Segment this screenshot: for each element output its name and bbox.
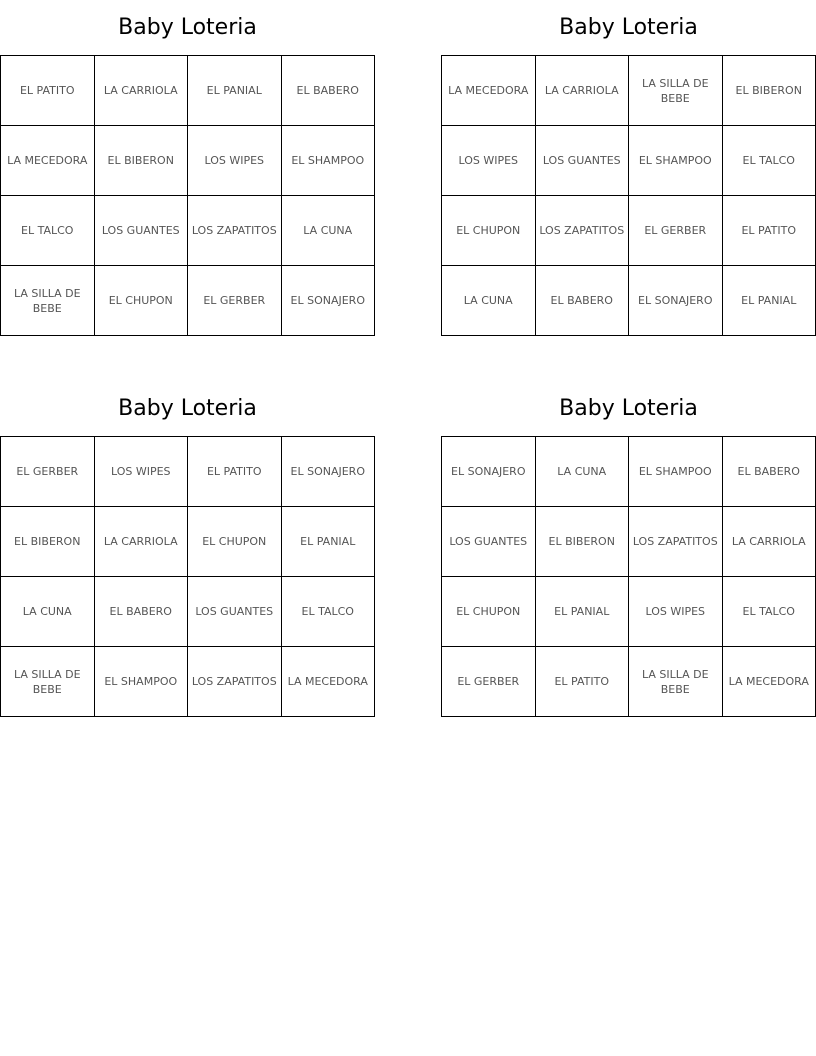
card-title: Baby Loteria <box>118 396 257 421</box>
grid-cell: LA SILLA DE BEBE <box>1 266 95 336</box>
grid-cell: EL SHAMPOO <box>95 647 189 717</box>
grid-cell: LA CUNA <box>536 437 630 507</box>
grid-cell: LA MECEDORA <box>723 647 816 717</box>
grid-cell: EL PATITO <box>188 437 282 507</box>
grid-cell: EL GERBER <box>1 437 95 507</box>
grid-cell: EL BIBERON <box>723 56 816 126</box>
grid-cell: EL SONAJERO <box>282 266 376 336</box>
grid-cell: EL CHUPON <box>95 266 189 336</box>
card-grid <box>0 55 375 336</box>
grid-cell: EL PATITO <box>723 196 816 266</box>
grid-cell: EL BIBERON <box>536 507 630 577</box>
grid-cell: LOS ZAPATITOS <box>629 507 723 577</box>
grid-cell: LA MECEDORA <box>442 56 536 126</box>
grid-cell: LA CUNA <box>1 577 95 647</box>
card-grid <box>441 55 816 336</box>
grid-cell: LA CARRIOLA <box>95 56 189 126</box>
grid-cell: LA SILLA DE BEBE <box>1 647 95 717</box>
grid-cell: LA CUNA <box>282 196 376 266</box>
grid-cell: EL SHAMPOO <box>282 126 376 196</box>
grid-cell: EL SHAMPOO <box>629 126 723 196</box>
grid-cell: EL SONAJERO <box>282 437 376 507</box>
card-grid <box>441 436 816 717</box>
grid-cell: LOS GUANTES <box>442 507 536 577</box>
grid-cell: EL BABERO <box>536 266 630 336</box>
grid-cell: EL PANIAL <box>282 507 376 577</box>
grid-cell: LA SILLA DE BEBE <box>629 56 723 126</box>
grid-cell: EL SHAMPOO <box>629 437 723 507</box>
loteria-card-3 <box>0 381 375 717</box>
grid-cell: EL BABERO <box>95 577 189 647</box>
grid-cell: LA CUNA <box>442 266 536 336</box>
grid-cell: EL BABERO <box>723 437 816 507</box>
grid-cell: LA MECEDORA <box>282 647 376 717</box>
grid-cell: LA MECEDORA <box>1 126 95 196</box>
grid-cell: EL CHUPON <box>188 507 282 577</box>
card-title: Baby Loteria <box>559 15 698 40</box>
grid-cell: EL GERBER <box>188 266 282 336</box>
card-grid <box>0 436 375 717</box>
grid-cell: EL BIBERON <box>1 507 95 577</box>
grid-cell: LOS ZAPATITOS <box>188 196 282 266</box>
grid-cell: EL TALCO <box>723 126 816 196</box>
grid-cell: EL GERBER <box>629 196 723 266</box>
grid-cell: EL BABERO <box>282 56 376 126</box>
grid-cell: LOS GUANTES <box>536 126 630 196</box>
grid-cell: LA CARRIOLA <box>95 507 189 577</box>
grid-cell: EL PANIAL <box>536 577 630 647</box>
grid-cell: EL TALCO <box>282 577 376 647</box>
grid-cell: EL CHUPON <box>442 196 536 266</box>
grid-cell: LOS WIPES <box>629 577 723 647</box>
grid-cell: EL CHUPON <box>442 577 536 647</box>
grid-cell: LA SILLA DE BEBE <box>629 647 723 717</box>
grid-cell: EL PANIAL <box>188 56 282 126</box>
grid-cell: EL PANIAL <box>723 266 816 336</box>
grid-cell: EL PATITO <box>1 56 95 126</box>
grid-cell: EL TALCO <box>723 577 816 647</box>
grid-cell: LOS WIPES <box>442 126 536 196</box>
card-title: Baby Loteria <box>559 396 698 421</box>
grid-cell: LA CARRIOLA <box>536 56 630 126</box>
grid-cell: LOS GUANTES <box>188 577 282 647</box>
grid-cell: EL TALCO <box>1 196 95 266</box>
grid-cell: EL SONAJERO <box>629 266 723 336</box>
loteria-card-4 <box>441 381 816 717</box>
grid-cell: LA CARRIOLA <box>723 507 816 577</box>
grid-cell: EL SONAJERO <box>442 437 536 507</box>
grid-cell: LOS ZAPATITOS <box>188 647 282 717</box>
grid-cell: LOS ZAPATITOS <box>536 196 630 266</box>
grid-cell: LOS WIPES <box>188 126 282 196</box>
grid-cell: EL BIBERON <box>95 126 189 196</box>
card-title: Baby Loteria <box>118 15 257 40</box>
loteria-card-2 <box>441 0 816 336</box>
loteria-card-1 <box>0 0 375 336</box>
grid-cell: EL GERBER <box>442 647 536 717</box>
grid-cell: LOS GUANTES <box>95 196 189 266</box>
grid-cell: LOS WIPES <box>95 437 189 507</box>
grid-cell: EL PATITO <box>536 647 630 717</box>
